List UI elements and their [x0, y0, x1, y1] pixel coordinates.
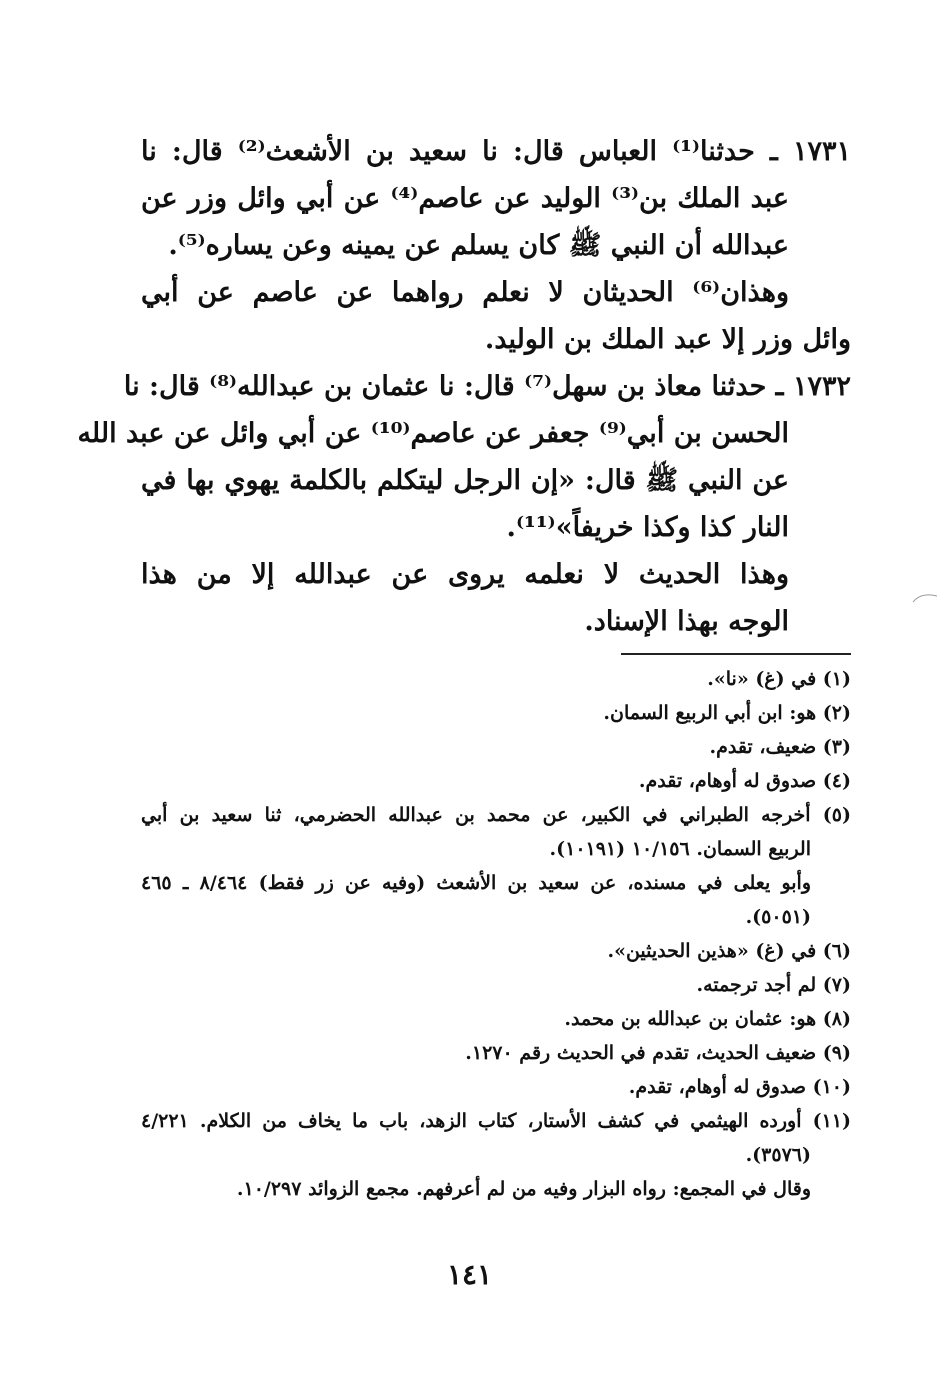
text-line: الوجه بهذا الإسناد. [584, 606, 789, 637]
footnote: (٦) في (غ) «هذين الحديثين». [607, 940, 851, 962]
footnote: (٢) هو: ابن أبي الربيع السمان. [603, 702, 851, 724]
footnote: (٩) ضعيف الحديث، تقدم في الحديث رقم ١٢٧٠. [465, 1042, 851, 1064]
footnote-continuation: (٥٠٥١). [745, 906, 811, 928]
text-line: وهذان⁽⁶⁾ الحديثان لا نعلم رواهما عن عاصم عن أبي [141, 277, 789, 308]
footnote: (٤) صدوق له أوهام، تقدم. [638, 770, 851, 792]
text-line: ١٧٣١ ـ حدثنا⁽¹⁾ العباس قال: نا سعيد بن الأشعث⁽²⁾ قال: نا [141, 136, 851, 167]
text-line: عبد الملك بن⁽³⁾ الوليد عن عاصم⁽⁴⁾ عن أبي وائل وزر عن [141, 183, 789, 214]
text-line: عن النبي ﷺ قال: «إن الرجل ليتكلم بالكلمة يهوي بها في [141, 465, 789, 496]
footnote-continuation: الربيع السمان. ١٠/١٥٦ (١٠١٩١). [549, 838, 811, 860]
page-number: ١٤١ [446, 1258, 493, 1291]
footnote-continuation: وأبو يعلى في مسنده، عن سعيد بن الأشعث (وفيه عن زر فقط) ٨/٤٦٤ ـ ٤٦٥ [141, 872, 812, 894]
text-line: وهذا الحديث لا نعلمه يروى عن عبدالله إلا من هذا [141, 559, 789, 590]
footnote: (٥) أخرجه الطبراني في الكبير، عن محمد بن عبدالله الحضرمي، ثنا سعيد بن أبي [141, 804, 851, 826]
hadith-text [77, 128, 851, 645]
footnote: (١) في (غ) «نا». [707, 668, 851, 690]
text-line: الحسن بن أبي⁽⁹⁾ جعفر عن عاصم⁽¹⁰⁾ عن أبي وائل عن عبد الله [77, 418, 789, 449]
footnotes [141, 662, 851, 1206]
footnote: (١١) أورده الهيثمي في كشف الأستار، كتاب الزهد، باب ما يخاف من الكلام. ٤/٢٢١ [141, 1110, 851, 1132]
footnote-divider [621, 653, 851, 655]
text-line: وائل وزر إلا عبد الملك بن الوليد. [484, 324, 851, 355]
footnote: (٧) لم أجد ترجمته. [696, 974, 851, 996]
margin-mark [911, 590, 939, 604]
footnote: (٣) ضعيف، تقدم. [709, 736, 851, 758]
text-line: النار كذا وكذا خريفاً»⁽¹¹⁾. [506, 512, 789, 543]
text-line: عبدالله أن النبي ﷺ كان يسلم عن يمينه وعن يساره⁽⁵⁾. [168, 230, 789, 261]
footnote-continuation: وقال في المجمع: رواه البزار وفيه من لم أعرفهم. مجمع الزوائد ١٠/٢٩٧. [236, 1178, 811, 1200]
text-line: ١٧٣٢ ـ حدثنا معاذ بن سهل⁽⁷⁾ قال: نا عثمان بن عبدالله⁽⁸⁾ قال: نا [123, 371, 851, 402]
footnote: (١٠) صدوق له أوهام، تقدم. [628, 1076, 851, 1098]
footnote-continuation: (٣٥٧٦). [745, 1144, 811, 1166]
footnote: (٨) هو: عثمان بن عبدالله بن محمد. [564, 1008, 851, 1030]
